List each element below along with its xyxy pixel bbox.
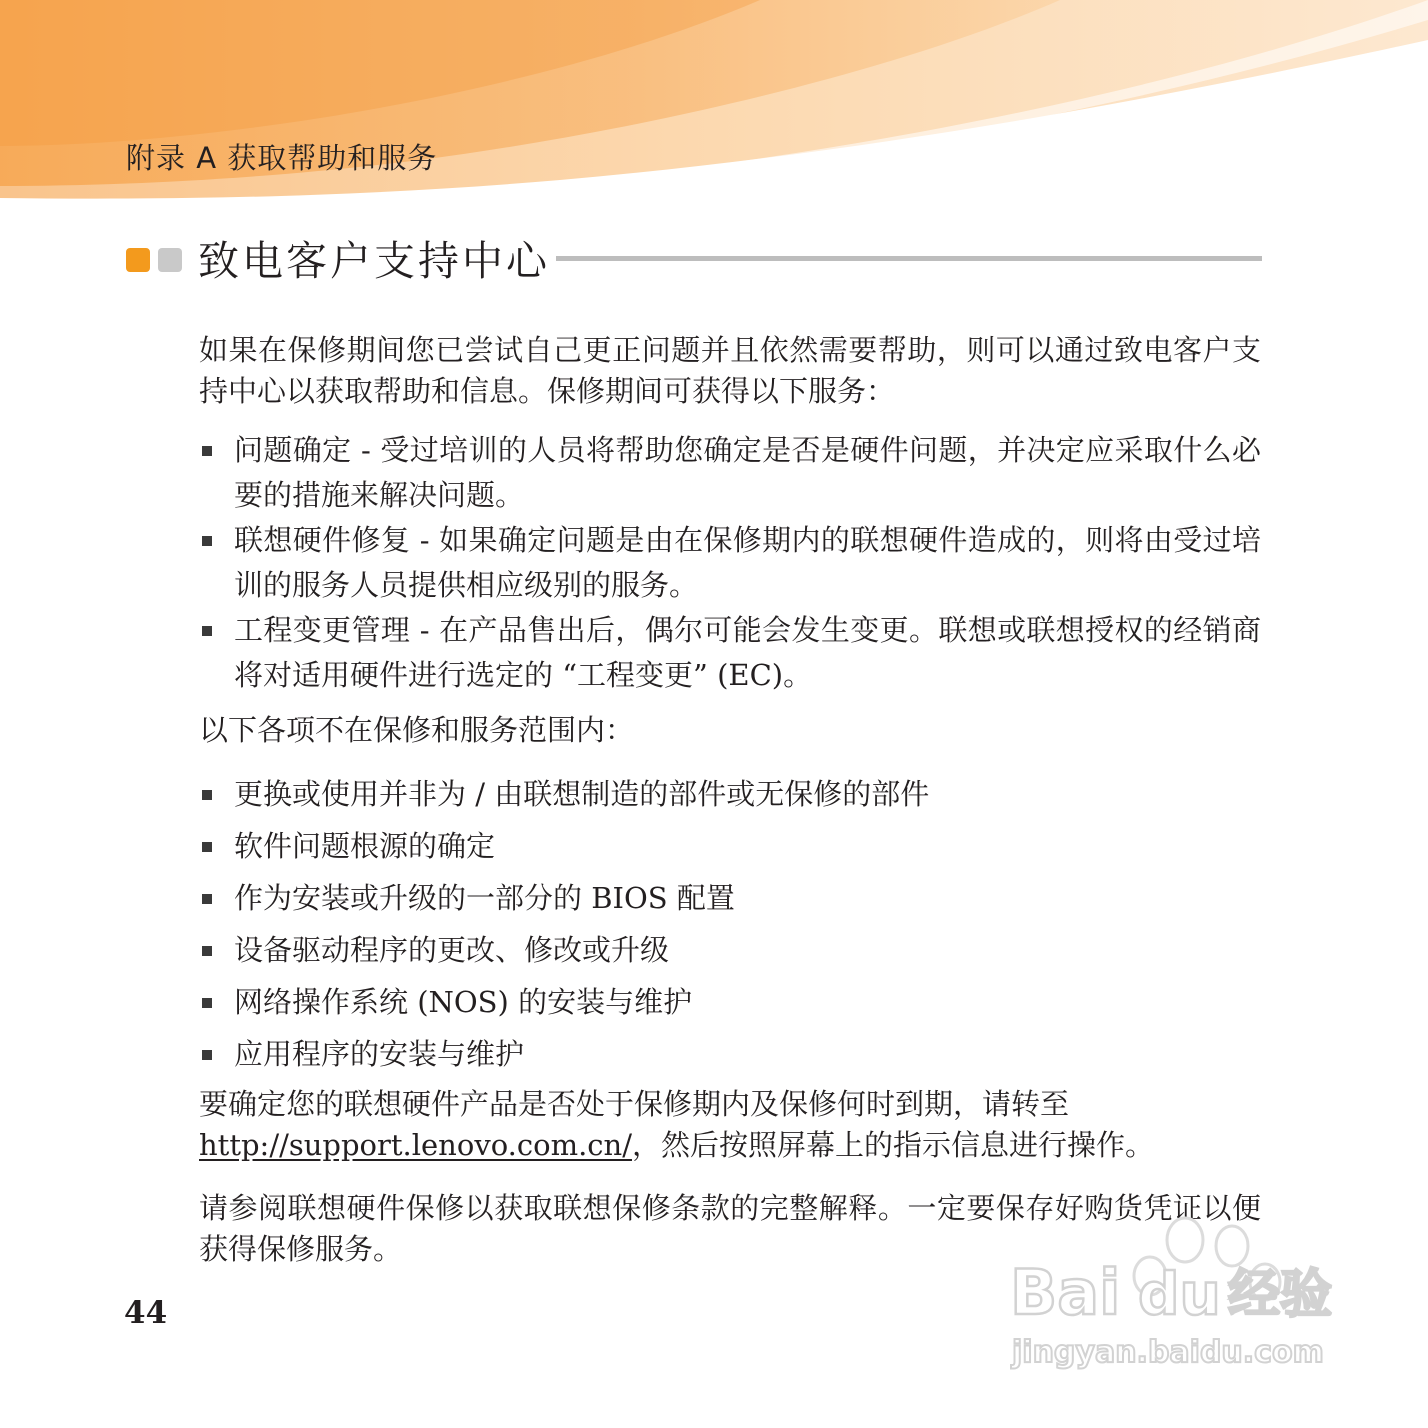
list-item <box>199 820 1261 872</box>
list-item-text: 软件问题根源的确定 <box>234 829 496 863</box>
header-background <box>0 0 1428 210</box>
svg-text:jingyan.baidu.com: jingyan.baidu.com <box>1012 1335 1324 1370</box>
intro-paragraph: 如果在保修期间您已尝试自己更正问题并且依然需要帮助，则可以通过致电客户支持中心以获取帮助和信息。保修期间可获得以下服务： <box>199 333 1261 408</box>
list-item <box>199 872 1261 924</box>
bullet-icon <box>202 1050 212 1060</box>
bullet-icon <box>202 946 212 956</box>
bullet-icon <box>202 626 212 636</box>
list-item <box>199 518 1261 608</box>
list-item <box>199 608 1261 698</box>
list-item-text: 问题确定 - 受过培训的人员将帮助您确定是否是硬件问题，并决定应采取什么必要的措施来解决问题。 <box>234 433 1261 512</box>
list-item <box>199 1028 1261 1080</box>
svg-text:经验: 经验 <box>1228 1265 1333 1325</box>
section-heading <box>126 226 1262 290</box>
list-item <box>199 976 1261 1028</box>
section-rule <box>556 256 1262 261</box>
orange-square-icon <box>126 248 150 272</box>
list-item-text: 网络操作系统 (NOS) 的安装与维护 <box>234 985 693 1019</box>
list-item-text: 设备驱动程序的更改、修改或升级 <box>234 933 670 967</box>
bullet-icon <box>202 894 212 904</box>
warranty-check-text: 要确定您的联想硬件产品是否处于保修期内及保修何时到期，请转至 <box>199 1087 1070 1121</box>
bullet-icon <box>202 842 212 852</box>
list-item <box>199 428 1261 518</box>
bullet-icon <box>202 790 212 800</box>
chapter-title: 附录 A 获取帮助和服务 <box>126 141 438 175</box>
list-item-text: 工程变更管理 - 在产品售出后，偶尔可能会发生变更。联想或联想授权的经销商将对适用硬件进行选定的 “工程变更” (EC)。 <box>234 613 1261 692</box>
list-item-text: 联想硬件修复 - 如果确定问题是由在保修期内的联想硬件造成的，则将由受过培训的服务人员提供相应级别的服务。 <box>234 523 1261 602</box>
not-covered-heading: 以下各项不在保修和服务范围内： <box>199 713 635 747</box>
bullet-icon <box>202 536 212 546</box>
baidu-watermark-logo <box>1000 1212 1345 1382</box>
warranty-check-paragraph <box>199 1084 1261 1166</box>
bullet-icon <box>202 446 212 456</box>
section-title: 致电客户支持中心 <box>198 237 550 285</box>
list-item-text: 更换或使用并非为 / 由联想制造的部件或无保修的部件 <box>234 777 930 811</box>
bullet-icon <box>202 998 212 1008</box>
services-list <box>199 428 1261 698</box>
not-covered-list <box>199 768 1261 1080</box>
support-link[interactable]: http://support.lenovo.com.cn/ <box>199 1128 632 1162</box>
list-item-text: 应用程序的安装与维护 <box>234 1037 525 1071</box>
list-item <box>199 924 1261 976</box>
list-item <box>199 768 1261 820</box>
list-item-text: 作为安装或升级的一部分的 BIOS 配置 <box>234 881 735 915</box>
gray-square-icon <box>158 248 182 272</box>
svg-text:du: du <box>1138 1260 1221 1328</box>
warranty-check-suffix: ，然后按照屏幕上的指示信息进行操作。 <box>631 1128 1154 1162</box>
svg-text:Bai: Bai <box>1010 1256 1121 1329</box>
page-number: 44 <box>124 1295 168 1331</box>
final-paragraph: 请参阅联想硬件保修以获取联想保修条款的完整解释。一定要保存好购货凭证以便获得保修服务。 <box>199 1191 1261 1266</box>
